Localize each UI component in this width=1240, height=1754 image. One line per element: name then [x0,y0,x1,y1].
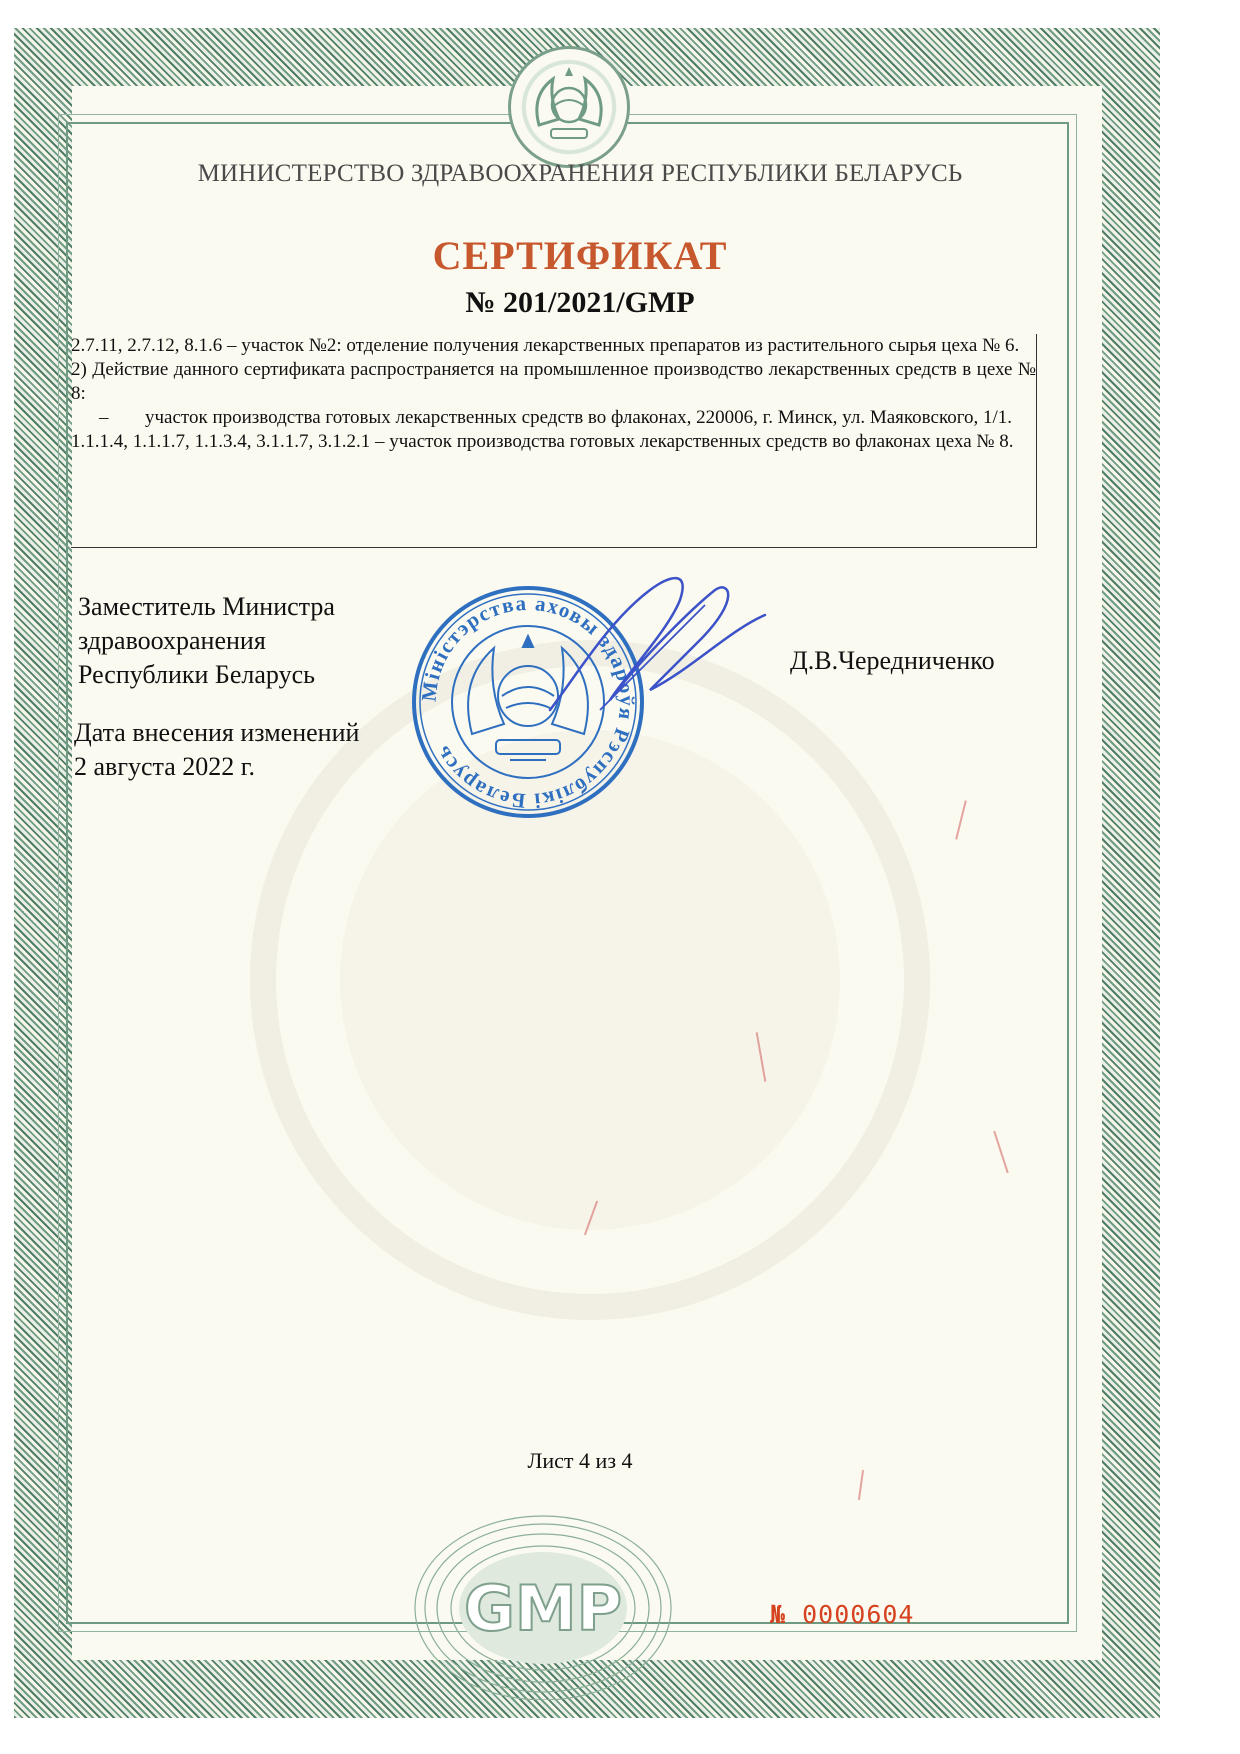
serial-prefix: № [770,1600,787,1629]
document-title: СЕРТИФИКАТ [432,233,728,278]
ministry-name: МИНИСТЕРСТВО ЗДРАВООХРАНЕНИЯ РЕСПУБЛИКИ БЕЛАРУСЬ [197,160,963,187]
signatory-line-2: здравоохранения [78,626,266,655]
certificate-number: № 201/2021/GMP [465,286,695,319]
bullet-text: участок производства готовых лекарственных средств во флаконах, 220006, г. Минск, ул. Маяковского, 1/1. [145,407,1013,428]
bullet-dash: – [99,407,109,428]
gmp-seal-icon [408,1500,678,1700]
serial-number [770,1600,914,1629]
gmp-logo-text: GMP [463,1572,623,1645]
signatory-title [78,590,335,692]
sheet-counter: Лист 4 из 4 [527,1448,633,1473]
body-paragraph-1: 2.7.11, 2.7.12, 8.1.6 – участок №2: отделение получения лекарственных препаратов из растительного сырья цеха № 6. [71,335,1020,356]
change-date-label: Дата внесения изменений [74,718,360,747]
signatory-line-1: Заместитель Министра [78,592,335,621]
body-paragraph-3: 1.1.1.4, 1.1.1.7, 1.1.3.4, 3.1.1.7, 3.1.2.1 – участок производства готовых лекарственных средств во флаконах цеха № 8. [71,431,1014,452]
signature-icon [540,560,770,730]
signatory-name: Д.В.Чередниченко [790,646,995,675]
certificate-body [71,334,1037,548]
serial-value: 0000604 [802,1600,915,1629]
body-paragraph-2: 2) Действие данного сертификата распространяется на промышленное производство лекарственных средств в цехе № 8: [71,359,1036,404]
change-date-value: 2 августа 2022 г. [74,752,255,781]
change-date-block [74,716,359,784]
coat-of-arms-icon [508,46,630,168]
signatory-line-3: Республики Беларусь [78,660,315,689]
body-bullet [71,406,1036,430]
stamp-outer-text: Міністэрства аховы здароўя Рэспублікі Беларусь [416,590,640,814]
